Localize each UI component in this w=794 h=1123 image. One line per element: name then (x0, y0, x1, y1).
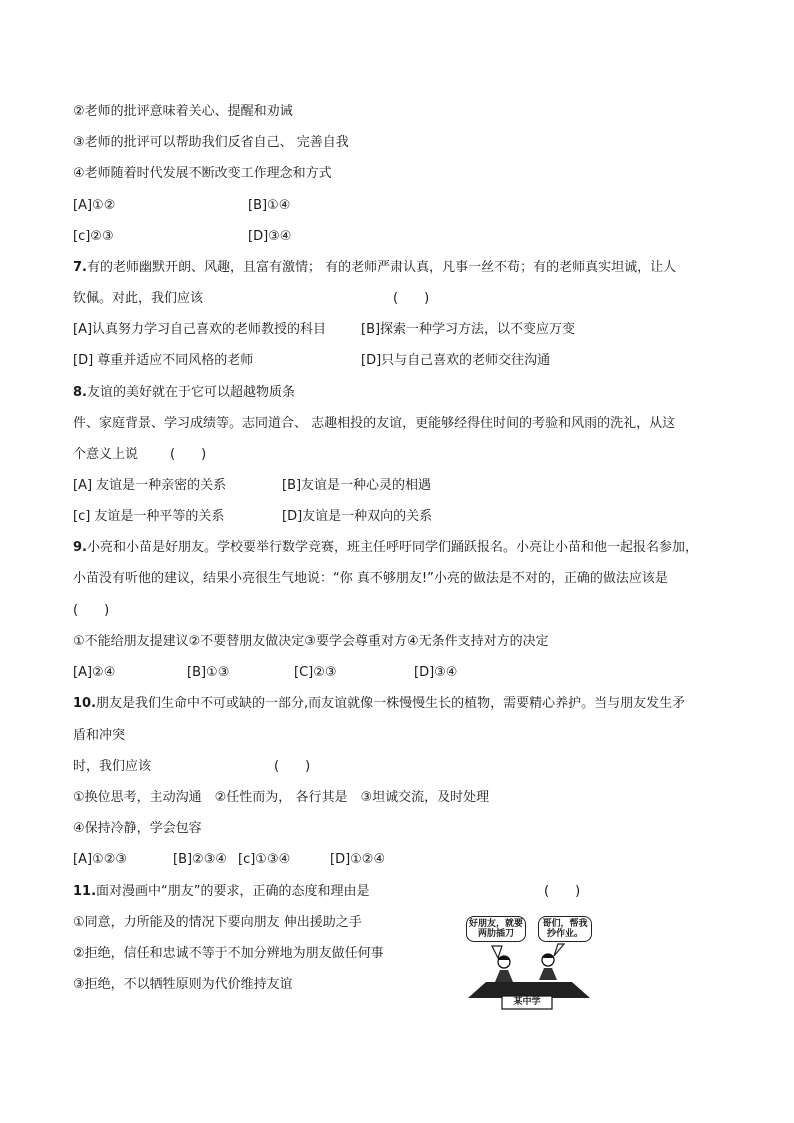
statement-3: ③拒绝，不以牺牲原则为代价维持友谊 (73, 977, 293, 992)
option-d: [D]③④ (414, 665, 458, 680)
option-b: [B]友谊是一种心灵的相遇 (282, 478, 432, 493)
option-a: [A]认真努力学习自己喜欢的老师教授的科目 (73, 322, 327, 337)
question-9 (73, 539, 698, 557)
option-d: [D]只与自己喜欢的老师交往沟通 (361, 353, 551, 368)
option-a: [A]②④ (73, 665, 116, 680)
question-text: 小亮和小苗是好朋友。学校要举行数学竞赛，班主任呼吁同学们踊跃报名。小亮让小苗和他一起报名参加， (86, 540, 698, 555)
option-a: [A]①② (73, 198, 116, 213)
school-sign: 某中学 (513, 997, 541, 1007)
option-b: [B]探索一种学习方法，以不变应万变 (361, 322, 576, 337)
answer-blank: ( ) (170, 447, 207, 462)
question-7-line2: 钦佩。对此，我们应该 (73, 291, 204, 306)
answer-blank: ( ) (544, 884, 581, 899)
question-10-line2: 盾和冲突 (73, 728, 126, 743)
option-a: [A]①②③ (73, 852, 127, 867)
question-number: 7. (73, 260, 87, 275)
question-text: 面对漫画中“朋友”的要求，正确的态度和理由是 (96, 884, 370, 899)
option-c: [c]②③ (73, 229, 114, 244)
statements-1: ①换位思考，主动沟通 ②任性而为， 各行其是 ③坦诚交流，及时处理 (73, 790, 490, 805)
question-number: 10. (73, 696, 97, 711)
option-b: [B]①④ (248, 198, 291, 213)
speech-bubble-left: 好朋友，就要两肋插刀 (466, 916, 526, 942)
question-10 (73, 695, 685, 713)
answer-blank: ( ) (393, 291, 430, 306)
question-9-line2: 小苗没有听他的建议，结果小亮很生气地说：“你 真不够朋友!”小亮的做法是不对的，正确的做法应该是 (73, 571, 668, 586)
question-text: 友谊的美好就在于它可以超越物质条 (86, 385, 295, 400)
option-a: [A] 友谊是一种亲密的关系 (73, 478, 227, 493)
question-number: 8. (73, 385, 87, 400)
option-b: [B]②③④ (173, 852, 228, 867)
answer-blank: ( ) (73, 603, 110, 618)
option-c: [c] 友谊是一种平等的关系 (73, 509, 225, 524)
question-11 (73, 883, 370, 901)
speech-bubble-right: 哥们，帮我抄作业。 (538, 916, 592, 942)
statement-2: ②拒绝，信任和忠诚不等于不加分辨地为朋友做任何事 (73, 946, 384, 961)
question-8 (73, 384, 295, 402)
question-text: 朋友是我们生命中不可或缺的一部分,而友谊就像一株慢慢生长的植物，需要精心养护。当与朋友发生矛 (96, 696, 686, 711)
question-text: 有的老师幽默开朗、风趣，且富有激情； 有的老师严肃认真，凡事一丝不苟；有的老师真实坦诚，让人 (86, 260, 677, 275)
statements: ①不能给朋友提建议②不要替朋友做决定③要学会尊重对方④无条件支持对方的决定 (73, 634, 549, 649)
statements-2: ④保持冷静，学会包容 (73, 821, 202, 836)
option-c: [D] 尊重并适应不同风格的老师 (73, 353, 254, 368)
comic-drawing (462, 910, 592, 1010)
option-c: [c]①③④ (238, 852, 291, 867)
question-10-line3: 时，我们应该 (73, 759, 152, 774)
statement-4: ④老师随着时代发展不断改变工作理念和方式 (73, 166, 332, 181)
question-8-line2: 件、家庭背景、学习成绩等。志同道合、 志趣相投的友谊，更能够经得住时间的考验和风雨的洗礼，从这 (73, 416, 676, 431)
comic-illustration (462, 910, 592, 1010)
statement-3: ③老师的批评可以帮助我们反省自己、 完善自我 (73, 135, 349, 150)
statement-2: ②老师的批评意味着关心、提醒和劝诫 (73, 104, 293, 119)
option-d: [D]③④ (248, 229, 292, 244)
option-c: [C]②③ (294, 665, 337, 680)
option-b: [B]①③ (187, 665, 230, 680)
option-d: [D]①②④ (330, 852, 386, 867)
statement-1: ①同意，力所能及的情况下要向朋友 伸出援助之手 (73, 915, 362, 930)
option-d: [D]友谊是一种双向的关系 (282, 509, 433, 524)
question-7 (73, 259, 676, 277)
answer-blank: ( ) (274, 759, 311, 774)
question-number: 9. (73, 540, 87, 555)
question-number: 11. (73, 884, 97, 899)
question-8-line3: 个意义上说 (73, 447, 139, 462)
